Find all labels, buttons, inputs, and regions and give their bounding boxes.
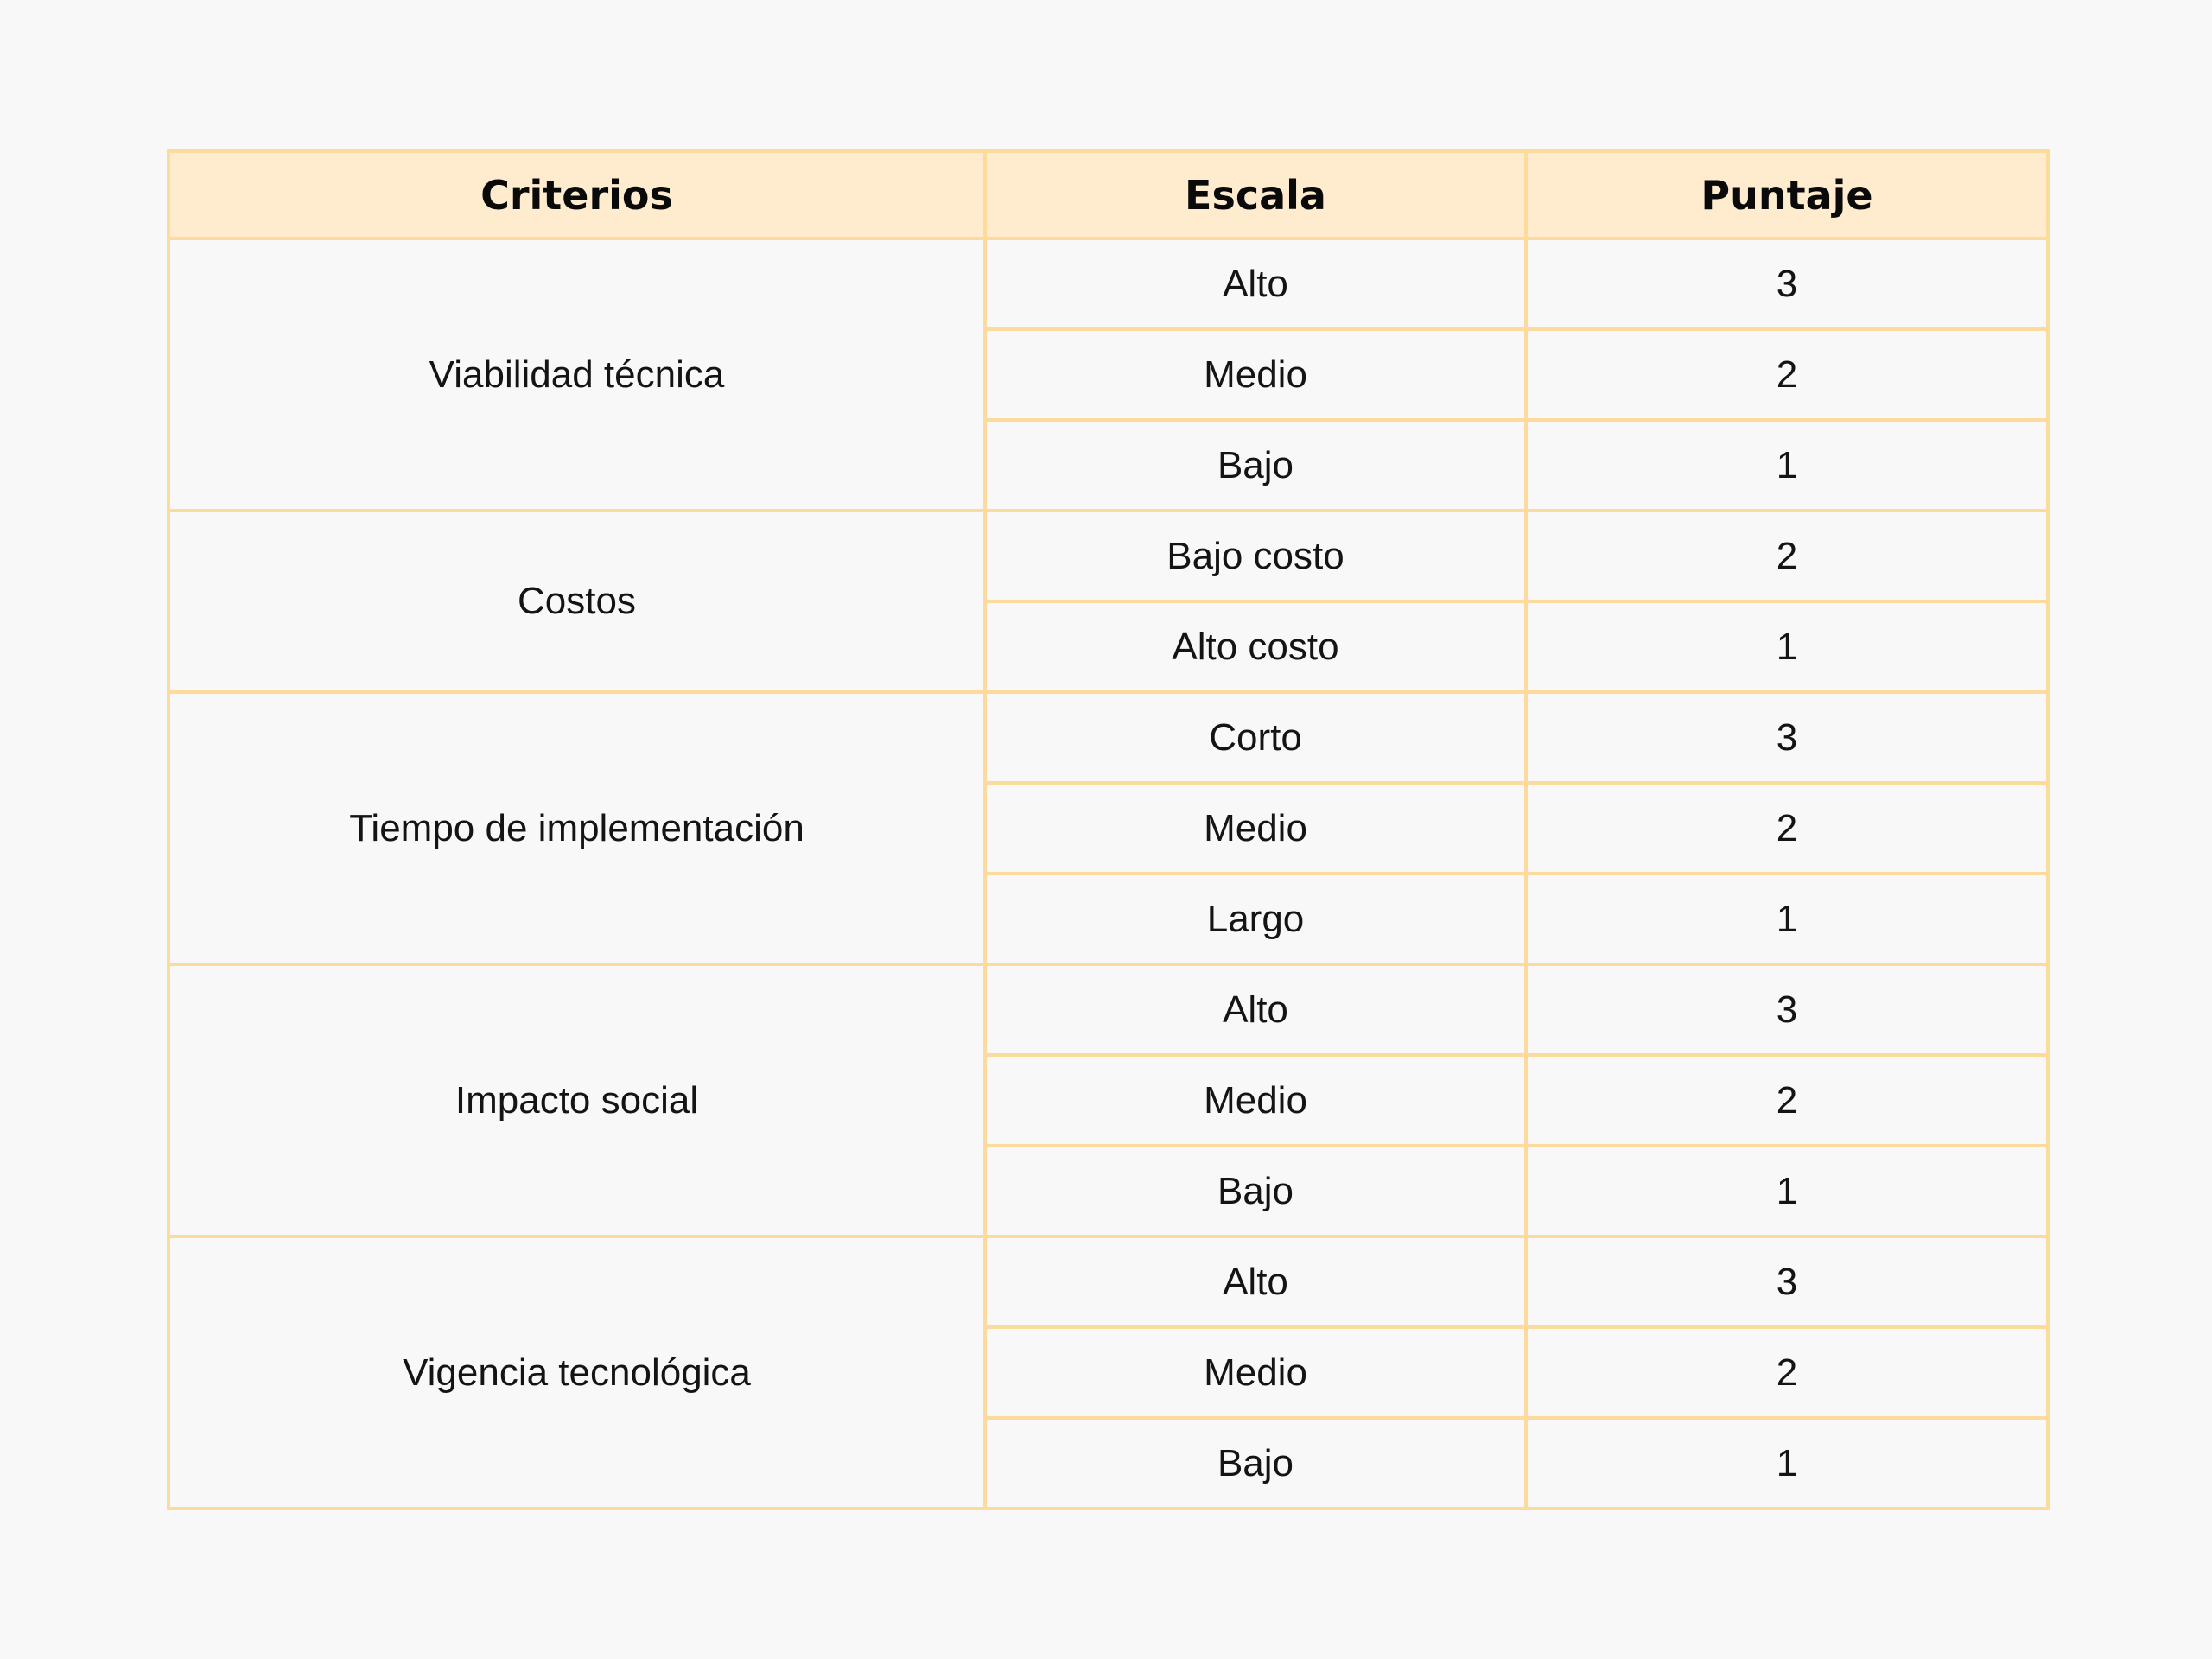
table-row bbox=[168, 511, 2048, 601]
table-body bbox=[168, 238, 2048, 1509]
scale-cell: Bajo bbox=[985, 1418, 1526, 1509]
criteria-table bbox=[167, 149, 2050, 1510]
scale-cell: Alto bbox=[985, 1236, 1526, 1327]
score-cell: 1 bbox=[1526, 420, 2048, 511]
score-cell: 1 bbox=[1526, 1146, 2048, 1236]
scale-cell: Alto bbox=[985, 964, 1526, 1055]
score-cell: 2 bbox=[1526, 1327, 2048, 1418]
table-row bbox=[168, 964, 2048, 1055]
score-cell: 3 bbox=[1526, 1236, 2048, 1327]
scale-cell: Medio bbox=[985, 1327, 1526, 1418]
table-header bbox=[168, 151, 2048, 238]
score-cell: 2 bbox=[1526, 1055, 2048, 1146]
score-cell: 1 bbox=[1526, 601, 2048, 692]
criterion-cell: Costos bbox=[168, 511, 985, 692]
header-criterios: Criterios bbox=[168, 151, 985, 238]
score-cell: 3 bbox=[1526, 964, 2048, 1055]
scale-cell: Alto costo bbox=[985, 601, 1526, 692]
scale-cell: Bajo bbox=[985, 420, 1526, 511]
scale-cell: Medio bbox=[985, 329, 1526, 420]
scale-cell: Largo bbox=[985, 874, 1526, 964]
scale-cell: Bajo costo bbox=[985, 511, 1526, 601]
scale-cell: Corto bbox=[985, 692, 1526, 783]
header-row bbox=[168, 151, 2048, 238]
criterion-cell: Viabilidad técnica bbox=[168, 238, 985, 511]
criterion-cell: Impacto social bbox=[168, 964, 985, 1236]
table-row bbox=[168, 692, 2048, 783]
criterion-cell: Vigencia tecnológica bbox=[168, 1236, 985, 1509]
score-cell: 3 bbox=[1526, 692, 2048, 783]
scale-cell: Medio bbox=[985, 1055, 1526, 1146]
header-puntaje: Puntaje bbox=[1526, 151, 2048, 238]
score-cell: 3 bbox=[1526, 238, 2048, 329]
header-escala: Escala bbox=[985, 151, 1526, 238]
score-cell: 2 bbox=[1526, 783, 2048, 874]
scale-cell: Medio bbox=[985, 783, 1526, 874]
table-row bbox=[168, 1236, 2048, 1327]
scale-cell: Bajo bbox=[985, 1146, 1526, 1236]
score-cell: 2 bbox=[1526, 329, 2048, 420]
score-cell: 1 bbox=[1526, 1418, 2048, 1509]
criterion-cell: Tiempo de implementación bbox=[168, 692, 985, 964]
table-row bbox=[168, 238, 2048, 329]
scale-cell: Alto bbox=[985, 238, 1526, 329]
score-cell: 1 bbox=[1526, 874, 2048, 964]
score-cell: 2 bbox=[1526, 511, 2048, 601]
